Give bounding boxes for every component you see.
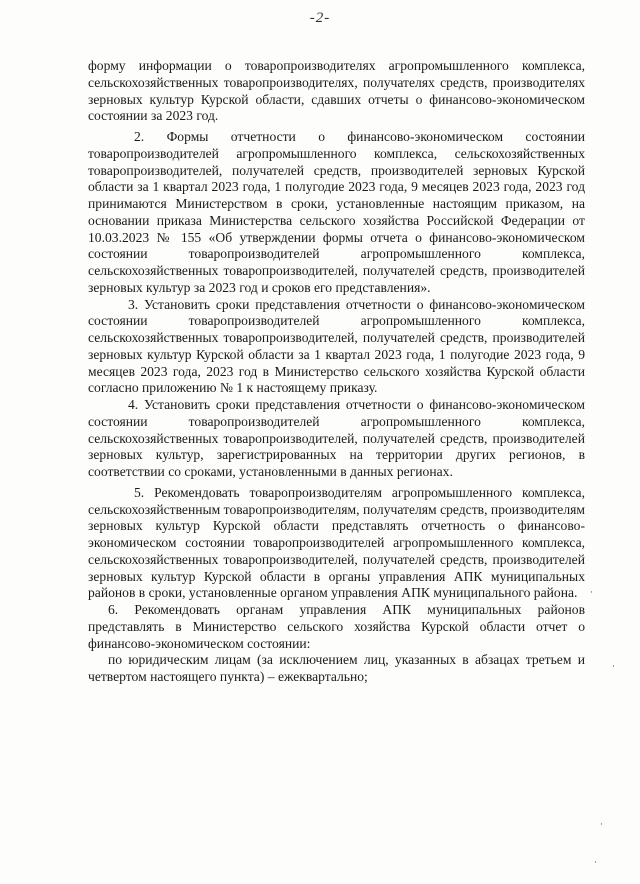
document-body (88, 58, 585, 686)
paragraph-5: 5. Рекомендовать товаропроизводителям агропромышленного комплекса, сельскохозяйственным товаропроизводителям, получателям средств, производителям зерновых культур Курской области представлять отчетность о финансово-экономическом состоянии товаропроизводителей агропромышленного комплекса, сельскохозяйственных товаропроизводителей, получателей средств, производителей зерновых культур Курской области в органы управления АПК муниципальных районов в сроки, установленные органом управления АПК муниципального района. (88, 484, 585, 601)
paragraph-6: 6. Рекомендовать органам управления АПК муниципальных районов представлять в Министерство сельского хозяйства Курской области отчет о финансово-экономическом состоянии: (88, 602, 585, 651)
page-number: -2- (309, 10, 331, 26)
paragraph-3: 3. Установить сроки представления отчетности о финансово-экономическом состоянии товаропроизводителей агропромышленного комплекса, сельскохозяйственных товаропроизводителей, получателей средств, производителей зерновых культур Курской области за 1 квартал 2023 года, 1 полугодие 2023 года, 9 месяцев 2023 года, 2023 год в Министерство сельского хозяйства Курской области согласно приложению № 1 к настоящему приказу. (88, 296, 585, 396)
paragraph-4: 4. Установить сроки представления отчетности о финансово-экономическом состоянии товаропроизводителей агропромышленного комплекса, сельскохозяйственных товаропроизводителей, получателей средств, производителей зерновых культур, зарегистрированных на территории других регионов, в соответствии со сроками, установленными в данных регионах. (88, 397, 585, 479)
scan-speck: · (600, 820, 603, 830)
paragraph-6-item-1: по юридическим лицам (за исключением лиц, указанных в абзацах третьем и четвертом настоящего пункта) – ежеквартально; (88, 652, 585, 684)
scan-speck: · (594, 858, 597, 868)
paragraph-1-continued: форму информации о товаропроизводителях агропромышленного комплекса, сельскохозяйственных товаропроизводителях, получателях средств, производителях зерновых культур Курской области, сдавших отчеты о финансово-экономическом состоянии за 2023 год. (88, 58, 585, 124)
paragraph-2: 2. Формы отчетности о финансово-экономическом состоянии товаропроизводителей агропромышленного комплекса, сельскохозяйственных товаропроизводителей, получателей средств, производителей зерновых Курской области за 1 квартал 2023 года, 1 полугодие 2023 года, 9 месяцев 2023 года, 2023 год принимаются Министерством в сроки, установленные настоящим приказом, на основании приказа Министерства сельского хозяйства Российской Федерации от 10.03.2023 № 155 «Об утверждении формы отчета о финансово-экономическом состоянии товаропроизводителей агропромышленного комплекса, сельскохозяйственных товаропроизводителей, получателей средств, производителей зерновых культур за 2023 год и сроков его представления». (88, 129, 585, 295)
scan-speck: · (590, 588, 593, 598)
scan-speck: · (612, 662, 615, 672)
